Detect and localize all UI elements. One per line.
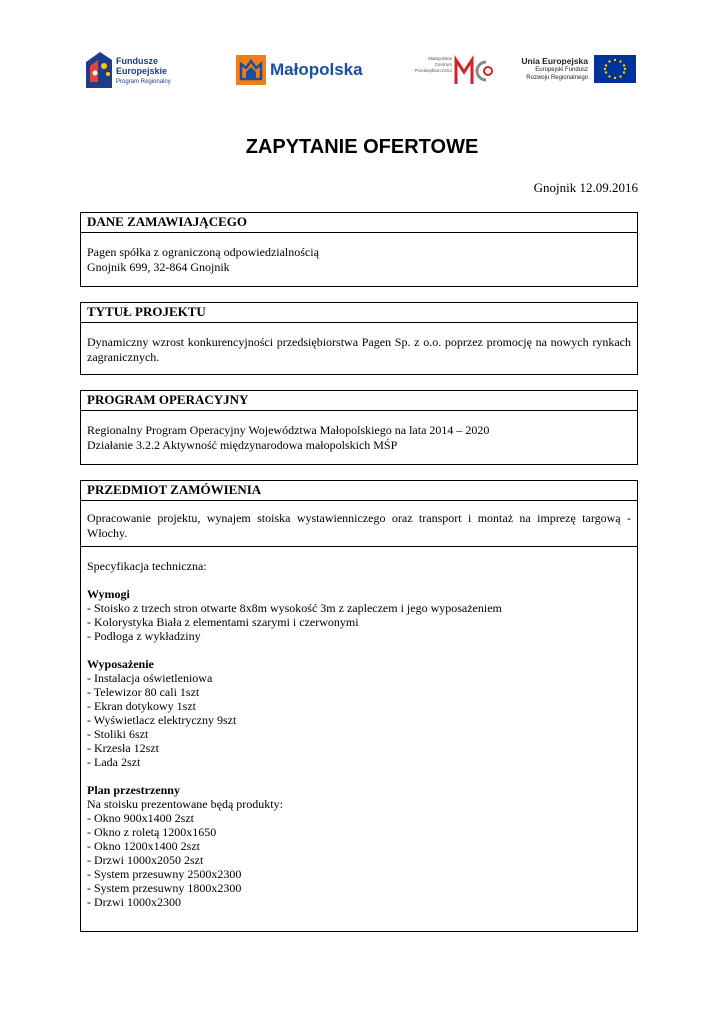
eu-flag-icon bbox=[594, 55, 636, 83]
ue-line1: Unia Europejska bbox=[521, 56, 588, 66]
order-subject-text: Opracowanie projektu, wynajem stoiska wystawienniczego oraz transport i montaż na imprezę targową - Włochy. bbox=[87, 511, 631, 540]
list-item: - Stoisko z trzech stron otwarte 8x8m wysokość 3m z zapleczem i jego wyposażeniem bbox=[87, 601, 502, 615]
program-name: Regionalny Program Operacyjny Województwa Małopolskiego na lata 2014 – 2020 bbox=[87, 423, 490, 437]
fundusze-line2: Europejskie bbox=[116, 66, 168, 76]
malopolska-name: Małopolska bbox=[270, 60, 363, 79]
section-heading: PROGRAM OPERACYJNY bbox=[81, 391, 637, 411]
company-address: Gnojnik 699, 32-864 Gnojnik bbox=[87, 260, 230, 274]
fundusze-line3: Program Regionalny bbox=[116, 79, 171, 85]
section-zamawiajacy bbox=[80, 212, 638, 287]
ue-line2: Europejski Fundusz bbox=[535, 67, 588, 73]
list-item: - Wyświetlacz elektryczny 9szt bbox=[87, 713, 237, 727]
list-item: - Kolorystyka Biała z elementami szarymi i czerwonymi bbox=[87, 615, 359, 629]
list-item: - Telewizor 80 cali 1szt bbox=[87, 685, 200, 699]
plan-label: Plan przestrzenny bbox=[87, 783, 180, 797]
section-heading: PRZEDMIOT ZAMÓWIENIA bbox=[81, 481, 637, 501]
fundusze-europejskie-logo bbox=[86, 40, 196, 100]
malopolska-logo bbox=[234, 40, 379, 100]
list-item: - Drzwi 1000x2300 bbox=[87, 895, 181, 909]
fundusze-line1: Fundusze bbox=[116, 56, 158, 66]
section-heading: DANE ZAMAWIAJĄCEGO bbox=[81, 213, 637, 233]
mcp-line1: Małopolskie bbox=[428, 56, 452, 61]
list-item: - System przesuwny 1800x2300 bbox=[87, 881, 242, 895]
fundusze-emblem-icon bbox=[86, 52, 112, 88]
spec-label: Specyfikacja techniczna: bbox=[87, 559, 207, 573]
list-item: - System przesuwny 2500x2300 bbox=[87, 867, 242, 881]
list-item: - Ekran dotykowy 1szt bbox=[87, 699, 196, 713]
list-item: - Instalacja oświetleniowa bbox=[87, 671, 213, 685]
list-item: - Stoliki 6szt bbox=[87, 727, 149, 741]
mcp-emblem-icon bbox=[454, 52, 494, 86]
list-item: - Lada 2szt bbox=[87, 755, 141, 769]
list-item: - Okno 1200x1400 2szt bbox=[87, 839, 200, 853]
list-item: - Krzesła 12szt bbox=[87, 741, 159, 755]
mcp-logo bbox=[396, 40, 496, 100]
company-name: Pagen spółka z ograniczoną odpowiedzialnością bbox=[87, 245, 319, 259]
section-przedmiot bbox=[80, 480, 638, 932]
list-item: - Podłoga z wykładziny bbox=[87, 629, 201, 643]
unia-europejska-logo bbox=[510, 40, 640, 100]
document-date: Gnojnik 12.09.2016 bbox=[533, 180, 638, 195]
document-title: ZAPYTANIE OFERTOWE bbox=[245, 136, 479, 158]
malopolska-crest-icon bbox=[236, 55, 266, 85]
plan-intro: Na stoisku prezentowane będą produkty: bbox=[87, 797, 283, 811]
list-item: - Drzwi 1000x2050 2szt bbox=[87, 853, 204, 867]
technical-specification bbox=[81, 546, 637, 917]
section-program bbox=[80, 390, 638, 465]
wymogi-label: Wymogi bbox=[87, 587, 130, 601]
section-heading: TYTUŁ PROJEKTU bbox=[81, 303, 637, 323]
project-title-text: Dynamiczny wzrost konkurencyjności przedsiębiorstwa Pagen Sp. z o.o. poprzez promocję na nowych rynkach zagranicznych. bbox=[87, 335, 631, 364]
section-tytul bbox=[80, 302, 638, 375]
ue-line3: Rozwoju Regionalnego bbox=[526, 75, 588, 81]
list-item: - Okno 900x1400 2szt bbox=[87, 811, 194, 825]
wyposazenie-label: Wyposażenie bbox=[87, 657, 154, 671]
program-action: Działanie 3.2.2 Aktywność międzynarodowa małopolskich MŚP bbox=[87, 438, 398, 452]
list-item: - Okno z roletą 1200x1650 bbox=[87, 825, 217, 839]
logo-bar bbox=[0, 40, 724, 100]
mcp-line3: Przedsiębiorczości bbox=[414, 68, 452, 73]
mcp-line2: Centrum bbox=[434, 62, 452, 67]
